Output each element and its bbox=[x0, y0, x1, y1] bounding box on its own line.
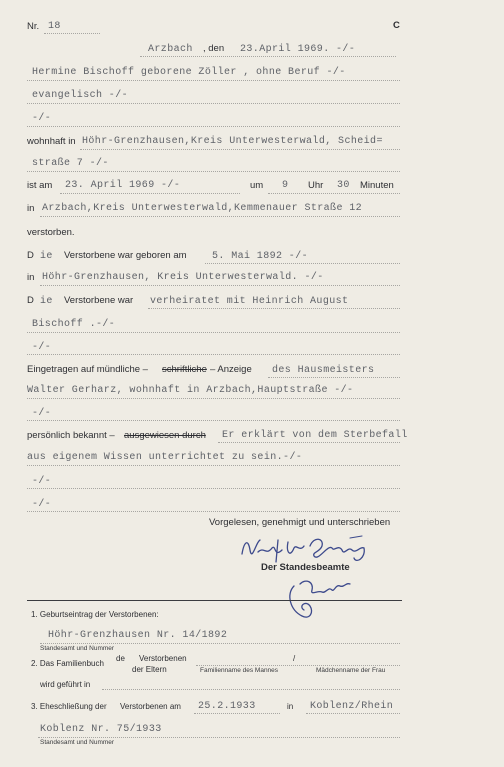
birth-date-rule bbox=[205, 263, 400, 264]
marriage-entry-deceased: Verstorbenen am bbox=[120, 702, 181, 711]
hour-label: Uhr bbox=[308, 180, 324, 191]
marriage-article-ie: ie bbox=[40, 296, 53, 307]
death-place-label: in bbox=[27, 203, 35, 214]
death-time-rule bbox=[268, 193, 400, 194]
marriage-article-d: D bbox=[27, 295, 34, 306]
kept-in-label: wird geführt in bbox=[40, 680, 91, 689]
identity-blank-rule1 bbox=[27, 488, 400, 489]
death-minutes: 30 bbox=[337, 180, 350, 191]
nr-value: 18 bbox=[48, 21, 61, 32]
family-book-de: de bbox=[116, 654, 125, 663]
family-book-label: 2. Das Familienbuch bbox=[31, 659, 104, 668]
marriage-line2: Bischoff .-/- bbox=[32, 319, 116, 330]
birth-article-ie: ie bbox=[40, 251, 53, 262]
husband-name-caption: Familienname des Mannes bbox=[200, 667, 279, 674]
marriage-registry: Koblenz Nr. 75/1933 bbox=[40, 724, 162, 735]
death-hour: 9 bbox=[282, 180, 289, 191]
nr-rule bbox=[44, 33, 100, 34]
family-book-parents: der Eltern bbox=[132, 665, 167, 674]
date-rule bbox=[140, 56, 396, 57]
residence-label: wohnhaft in bbox=[27, 136, 76, 147]
informant-title: des Hausmeisters bbox=[272, 365, 375, 376]
registrar-label: Der Standesbeamte bbox=[261, 562, 350, 573]
marriage-spouse: verheiratet mit Heinrich August bbox=[150, 296, 349, 307]
declaration-rule2 bbox=[27, 465, 400, 466]
identity-blank2: -/- bbox=[32, 499, 52, 510]
minutes-label: Minuten bbox=[360, 180, 394, 191]
marriage-entry-date: 25.2.1933 bbox=[198, 701, 256, 712]
death-date-rule bbox=[60, 193, 240, 194]
family-book-deceased: Verstorbenen bbox=[139, 654, 187, 663]
died-label: verstorben. bbox=[27, 227, 75, 238]
informant-details: Walter Gerharz, wohnhaft in Arzbach,Hauptstraße -/- bbox=[27, 385, 354, 396]
residence-line2: straße 7 -/- bbox=[32, 158, 109, 169]
residence-line1: Höhr-Grenzhausen,Kreis Unterwesterwald, Scheid= bbox=[82, 136, 383, 147]
identity-blank-rule2 bbox=[27, 511, 400, 512]
family-book-rule bbox=[196, 665, 400, 666]
wife-maiden-caption: Mädchenname der Frau bbox=[316, 667, 386, 674]
marriage-entry-place: Koblenz/Rhein bbox=[310, 701, 394, 712]
birth-statement: Verstorbene war geboren am bbox=[64, 250, 187, 261]
birth-entry-caption: Standesamt und Nummer bbox=[40, 645, 115, 652]
birth-entry-value: Höhr-Grenzhausen Nr. 14/1892 bbox=[48, 630, 228, 641]
marriage-registry-caption: Standesamt und Nummer bbox=[40, 739, 115, 746]
person-blank-rule bbox=[27, 126, 400, 127]
name-rule bbox=[27, 80, 400, 81]
birth-place: Höhr-Grenzhausen, Kreis Unterwesterwald. -/- bbox=[42, 272, 324, 283]
declaration-rule1 bbox=[218, 442, 400, 443]
at-label: um bbox=[250, 180, 264, 191]
informant-rule2 bbox=[27, 398, 400, 399]
register-letter: C bbox=[393, 20, 400, 31]
read-approved-signed: Vorgelesen, genehmigt und unterschrieben bbox=[209, 517, 391, 528]
death-place-rule bbox=[40, 216, 400, 217]
date-separator: , den bbox=[203, 43, 225, 54]
notification-label: – Anzeige bbox=[210, 364, 252, 375]
declaration-line2: aus eigenem Wissen unterrichtet zu sein.-/- bbox=[27, 452, 303, 463]
marriage-blank-rule bbox=[27, 354, 400, 355]
identity-blank1: -/- bbox=[32, 476, 52, 487]
deceased-name: Hermine Bischoff geborene Zöller , ohne Beruf -/- bbox=[32, 67, 346, 78]
death-date: 23. April 1969 -/- bbox=[65, 180, 181, 191]
birth-place-label: in bbox=[27, 272, 35, 283]
residence-rule1 bbox=[80, 149, 400, 150]
marriage-date-rule bbox=[194, 713, 280, 714]
religion-rule bbox=[27, 103, 400, 104]
marriage-entry-in: in bbox=[287, 702, 294, 711]
report-blank-rule bbox=[27, 420, 400, 421]
marriage-blank: -/- bbox=[32, 342, 52, 353]
registrar-signature bbox=[284, 576, 354, 622]
deceased-religion: evangelisch -/- bbox=[32, 90, 129, 101]
birth-date: 5. Mai 1892 -/- bbox=[212, 251, 309, 262]
birth-entry-rule bbox=[40, 643, 400, 644]
registered-oral-label: Eingetragen auf mündliche – bbox=[27, 364, 148, 375]
report-blank: -/- bbox=[32, 408, 52, 419]
nr-label: Nr. bbox=[27, 21, 40, 32]
marriage-rule1 bbox=[148, 308, 400, 309]
written-struck: schriftliche bbox=[162, 364, 207, 375]
informant-rule1 bbox=[268, 377, 400, 378]
marriage-rule2 bbox=[27, 332, 400, 333]
registration-date: 23.April 1969. -/- bbox=[240, 44, 356, 55]
identified-struck: ausgewiesen durch bbox=[124, 430, 206, 441]
birth-entry-label: 1. Geburtseintrag der Verstorbenen: bbox=[31, 610, 159, 619]
person-blank: -/- bbox=[32, 113, 52, 124]
birth-place-rule bbox=[40, 285, 400, 286]
marriage-statement: Verstorbene war bbox=[64, 295, 134, 306]
death-place: Arzbach,Kreis Unterwesterwald,Kemmenauer Straße 12 bbox=[42, 203, 363, 214]
kept-in-rule bbox=[102, 689, 400, 690]
footer-separator bbox=[27, 600, 402, 601]
declaration-line1: Er erklärt von dem Sterbefall bbox=[222, 430, 408, 441]
personally-known-label: persönlich bekannt – bbox=[27, 430, 115, 441]
birth-article-d: D bbox=[27, 250, 34, 261]
marriage-entry-label: 3. Eheschließung der bbox=[31, 702, 107, 711]
date-place: Arzbach bbox=[148, 44, 193, 55]
residence-rule2 bbox=[27, 171, 400, 172]
family-book-slash: / bbox=[293, 654, 296, 663]
died-on-label: ist am bbox=[27, 180, 53, 191]
marriage-registry-rule bbox=[38, 737, 400, 738]
marriage-place-rule bbox=[306, 713, 400, 714]
